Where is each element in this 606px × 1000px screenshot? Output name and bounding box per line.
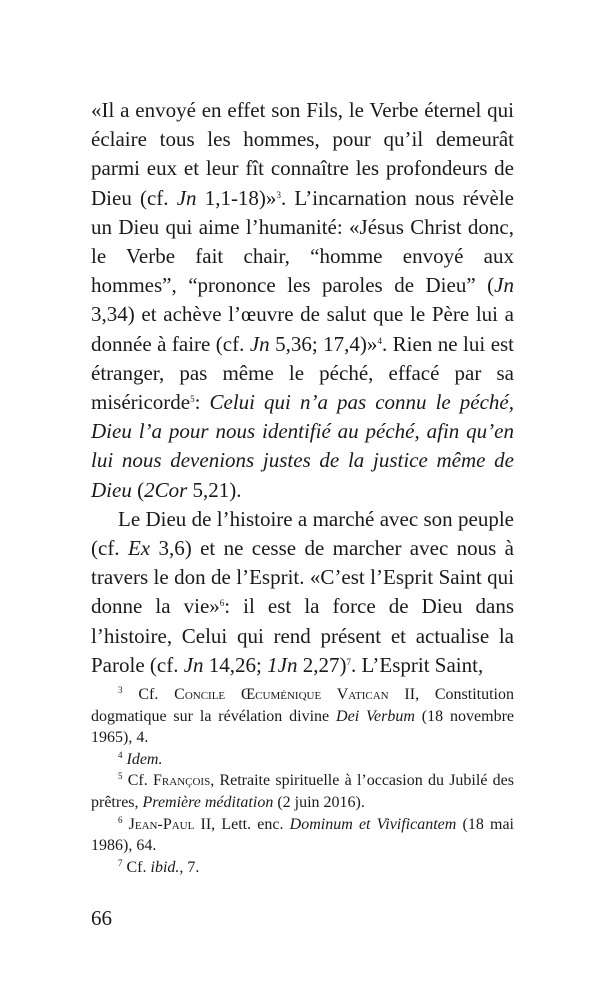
paragraph-1: [91, 96, 514, 505]
footnote-text: Cf.: [122, 686, 175, 703]
footnote-marker-6[interactable]: 6: [219, 598, 225, 609]
footnote-marker-5[interactable]: 5: [190, 394, 195, 405]
text-run: 2,27): [297, 652, 347, 677]
text-run: (: [131, 477, 145, 502]
text-run: 5,36; 17,4)»: [269, 331, 378, 356]
footnote-author: François: [153, 772, 211, 790]
footnote-marker-4[interactable]: 4: [377, 335, 382, 346]
bible-reference: Ex: [127, 536, 151, 561]
text-run: 14,26;: [203, 652, 268, 677]
page-number: 66: [91, 906, 112, 930]
paragraph-2: [91, 505, 514, 680]
scripture-quote: Celui qui n’a pas connu le péché, Dieu l’a pour nous identifié au péché, afin qu’en lui nous devenions justes de la justice même de Dieu: [91, 390, 514, 502]
footnote-text: , Retraite spirituelle à l’occasion du Jubilé des prêtres,: [91, 772, 515, 811]
footnote-title: Dominum et Vivificantem: [289, 815, 457, 833]
text-run: . L’incarnation nous révèle un Dieu qui aime l’humanité: «Jésus Christ donc, le Verbe fait chair, “homme envoyé aux hommes”, “prononce les paroles de Dieu” (: [91, 185, 514, 298]
text-run: . L’Esprit Saint,: [350, 652, 484, 677]
footnote-author: Concile Œcuménique Vatican II: [174, 686, 416, 703]
text-run: 3,6) et ne cesse de marcher avec nous à travers le don de l’Esprit. «C’est l’Esprit Saint qui donne la vie»: [91, 536, 514, 619]
footnote-title: Idem.: [126, 750, 163, 768]
footnotes: [91, 684, 514, 878]
footnote-marker-7[interactable]: 7: [346, 656, 351, 667]
footnote-number: 6: [118, 814, 123, 825]
footnote-number: 5: [118, 771, 123, 782]
bible-reference: Jn: [183, 652, 204, 677]
footnote-number: 4: [118, 749, 123, 760]
footnote-6: [91, 814, 514, 857]
footnote-3: [91, 684, 514, 749]
footnote-title: ibid.: [150, 858, 180, 876]
text-run: 3,34) et achève l’œuvre de salut que le Père lui a donnée à faire (cf.: [91, 302, 514, 356]
footnote-text: Cf.: [122, 858, 151, 876]
text-run: Le Dieu de l’histoire a marché avec son peuple (cf.: [91, 506, 514, 561]
footnote-text: (2 juin 2016).: [273, 793, 365, 811]
text-run: :: [194, 390, 210, 415]
text-run: : il est la force de Dieu dans l’histoire, Celui qui rend présent et actualise la Parole (cf.: [91, 594, 515, 677]
footnote-title: Première méditation: [142, 793, 274, 811]
footnote-4: [91, 749, 514, 771]
footnote-text: , 7.: [179, 858, 200, 876]
bible-reference: Jn: [176, 185, 197, 210]
bible-reference: 2Cor: [144, 477, 188, 502]
footnote-7: [91, 857, 514, 879]
main-text: [91, 96, 514, 680]
text-run: . Rien ne lui est étranger, pas même le péché, effacé par sa miséricorde: [91, 331, 515, 415]
footnote-marker-3[interactable]: 3: [276, 189, 281, 200]
footnote-text: Cf.: [122, 772, 154, 790]
footnote-text: (18 novembre 1965), 4.: [91, 707, 514, 747]
footnote-text: (18 mai 1986), 64.: [91, 815, 514, 855]
bible-reference: 1Jn: [267, 652, 298, 677]
text-run: «Il a envoyé en effet son Fils, le Verbe éternel qui éclaire tous les hommes, pour qu’il demeurât parmi eux et leur fît connaître les profondeurs de Dieu (cf.: [91, 98, 514, 210]
text-run: 5,21).: [187, 477, 242, 502]
footnote-number: 3: [118, 685, 123, 695]
footnote-text: , Constitution dogmatique sur la révélation divine: [91, 686, 515, 725]
text-run: 1,1-18)»: [196, 185, 277, 210]
footnote-text: , Lett. enc.: [211, 815, 290, 833]
footnote-title: Dei Verbum: [336, 707, 415, 725]
bible-reference: Jn: [494, 273, 514, 298]
footnote-5: [91, 770, 514, 813]
footnote-number: 7: [118, 857, 123, 868]
footnote-author: Jean-Paul II: [128, 815, 212, 833]
bible-reference: Jn: [249, 331, 270, 356]
